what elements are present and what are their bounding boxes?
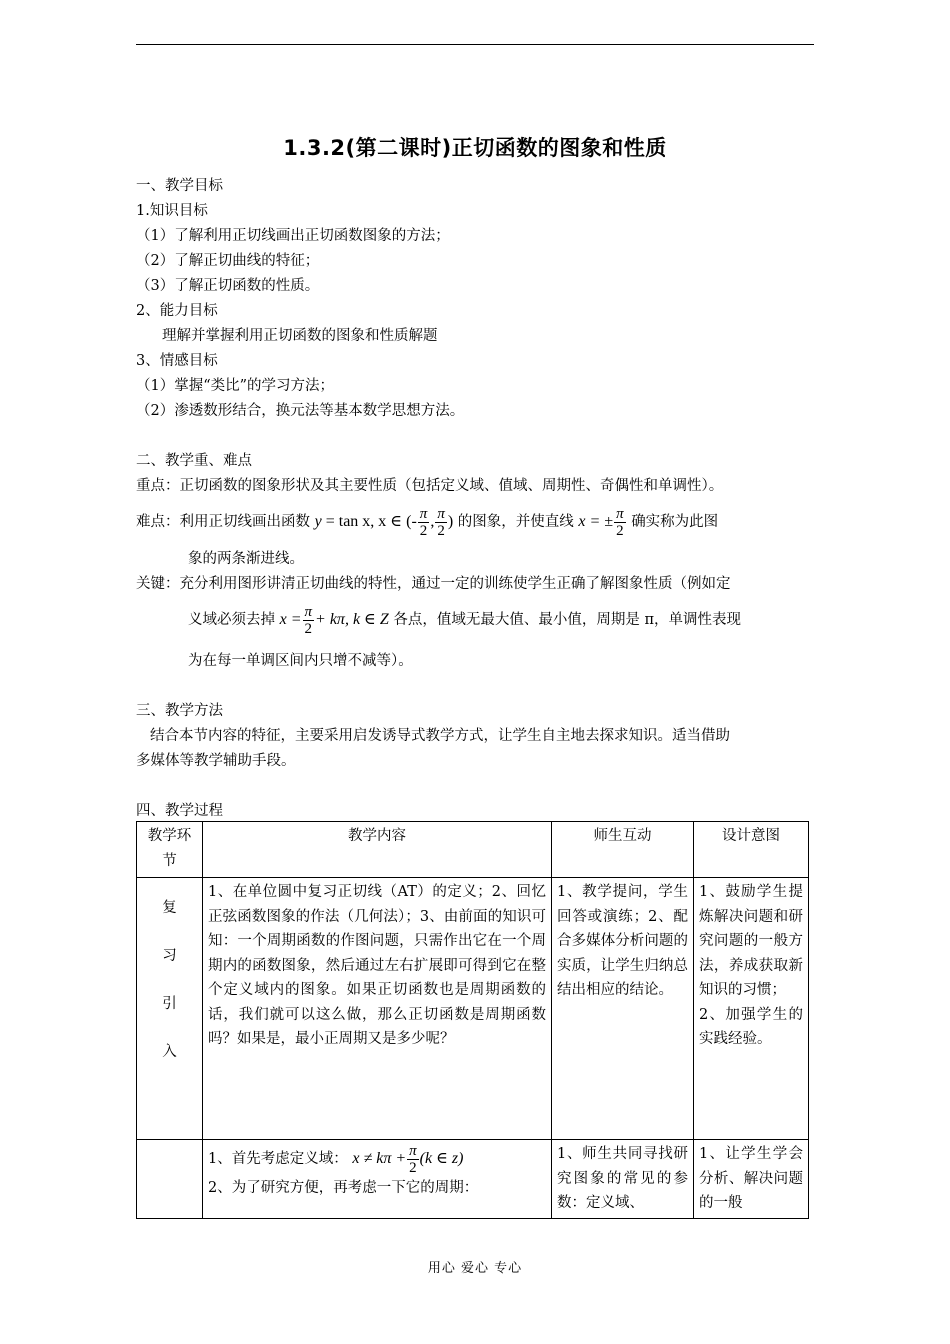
fraction-denominator: 2 [419,522,428,539]
review-content: 1、在单位圆中复习正切线（AT）的定义；2、回忆正弦函数图象的作法（几何法）；3、由前面的知识可知：一个周期函数的作图问题，只需作出它在一个周期内的函数图象，然后通过左右扩展即可得到它在整个定义域内的图象。如果正切函数也是周期函数的话，我们就可以这么做，那么正切函数是周期函数吗？如果是，最小正周期又是多少呢？ [203,878,552,1140]
teaching-process-table [136,821,809,1219]
formula-tan-domain: = tan x, x ∈ (- [321,513,417,530]
critical-text-c: 各点，值域无最大值、最小值，周期是 π，单调性表现 [393,612,742,628]
section3-heading: 三、教学方法 [136,703,223,719]
header-content: 教学内容 [203,822,552,878]
domain-text: 1、首先考虑定义域： [208,1151,348,1167]
critical-text-b: 义域必须去掉 [188,612,275,628]
formula-rparen: ) [447,513,454,530]
fraction-numerator: π [437,505,445,522]
critical-line-3: 为在每一单调区间内只增不减等）。 [188,653,413,669]
difficulty-line-1 [136,502,718,542]
page-title: 1.3.2(第二课时)正切函数的图象和性质 [283,136,667,160]
domain-line [208,1142,546,1176]
ability-goal-heading: 2、能力目标 [136,303,218,319]
difficulty-text-c: 确实称为此图 [631,514,719,530]
fraction-pi-over-2-c [614,506,626,539]
fraction-pi-over-2-d [303,604,315,637]
fraction-denominator: 2 [409,1159,417,1176]
definition-interaction: 1、师生共同寻找研究图象的常见的参数：定义域、 [552,1140,694,1219]
difficulty-text-a: 难点：利用正切线画出函数 [136,514,310,530]
key-point: 重点：正切函数的图象形状及其主要性质（包括定义域、值域、周期性、奇偶性和单调性）。 [136,478,724,494]
formula-asymptote: x = ± [578,513,614,530]
knowledge-goal-heading: 1.知识目标 [136,203,208,219]
formula-x-eq: x = [279,611,302,628]
page-footer: 用心 爱心 专心 [427,1261,523,1276]
intent-item-1: 1、鼓励学生提炼解决问题和研究问题的一般方法，养成获取新知识的习惯； [699,884,803,998]
period-line: 2、为了研究方便，再考虑一下它的周期： [208,1180,479,1196]
stage-review-intro: 复习引入 [137,878,203,1140]
section1-heading: 一、教学目标 [136,178,223,194]
difficulty-text-b: 的图象，并使直线 [457,514,574,530]
review-interaction: 1、教学提问，学生回答或演练；2、配合多媒体分析问题的实质，让学生归纳总结出相应的结论。 [552,878,694,1140]
formula-comma: , [430,513,435,530]
emotion-goal-2: （2）渗透数形结合，换元法等基本数学思想方法。 [136,403,465,419]
header-interaction: 师生互动 [552,822,694,878]
fraction-numerator: π [419,505,428,522]
method-paragraph-line-2: 多媒体等教学辅助手段。 [136,753,296,769]
emotion-goal-heading: 3、情感目标 [136,353,218,369]
fraction-denominator: 2 [616,522,624,539]
difficulty-line-2: 象的两条渐进线。 [188,551,304,567]
fraction-numerator: π [409,1142,417,1159]
formula-k-in-z: (k ∈ z) [419,1150,464,1167]
formula-y: y [314,513,322,530]
section4-heading: 四、教学过程 [136,803,223,819]
fraction-numerator: π [616,505,624,522]
knowledge-goal-3: （3）了解正切函数的性质。 [136,278,320,294]
definition-content [203,1140,552,1219]
formula-x-ne: x ≠ kπ + [352,1150,407,1167]
header-intent: 设计意图 [694,822,809,878]
critical-line-2 [188,600,741,640]
knowledge-goal-2: （2）了解正切曲线的特征； [136,253,320,269]
fraction-pi-over-2-b [435,506,447,539]
critical-line-1: 关键：充分利用图形讲清正切曲线的特性，通过一定的训练使学生正确了解图象性质（例如定 [136,576,731,592]
knowledge-goal-1: （1）了解利用正切线画出正切函数图象的方法； [136,228,450,244]
formula-k-pi: + kπ, k ∈ Z [315,611,389,628]
review-intent [694,878,809,1140]
fraction-denominator: 2 [304,620,313,637]
table-header-row [137,822,809,878]
method-paragraph-line-1: 结合本节内容的特征，主要采用启发诱导式教学方式，让学生自主地去探求知识。适当借助 [150,728,730,744]
table-row [137,1140,809,1219]
fraction-denominator: 2 [437,522,445,539]
intent-item-2: 2、加强学生的实践经验。 [699,1006,803,1047]
ability-goal-1: 理解并掌握利用正切函数的图象和性质解题 [162,328,438,344]
fraction-numerator: π [304,603,313,620]
fraction-pi-over-2 [418,506,430,539]
section2-heading: 二、教学重、难点 [136,453,252,469]
emotion-goal-1: （1）掌握“类比”的学习方法； [136,378,335,394]
stage-empty [137,1140,203,1219]
header-stage: 教学环节 [137,822,203,878]
header-rule [136,44,814,45]
definition-intent: 1、让学生学会分析、解决问题的一般 [694,1140,809,1219]
table-row [137,878,809,1140]
fraction-pi-over-2-e [407,1143,419,1176]
